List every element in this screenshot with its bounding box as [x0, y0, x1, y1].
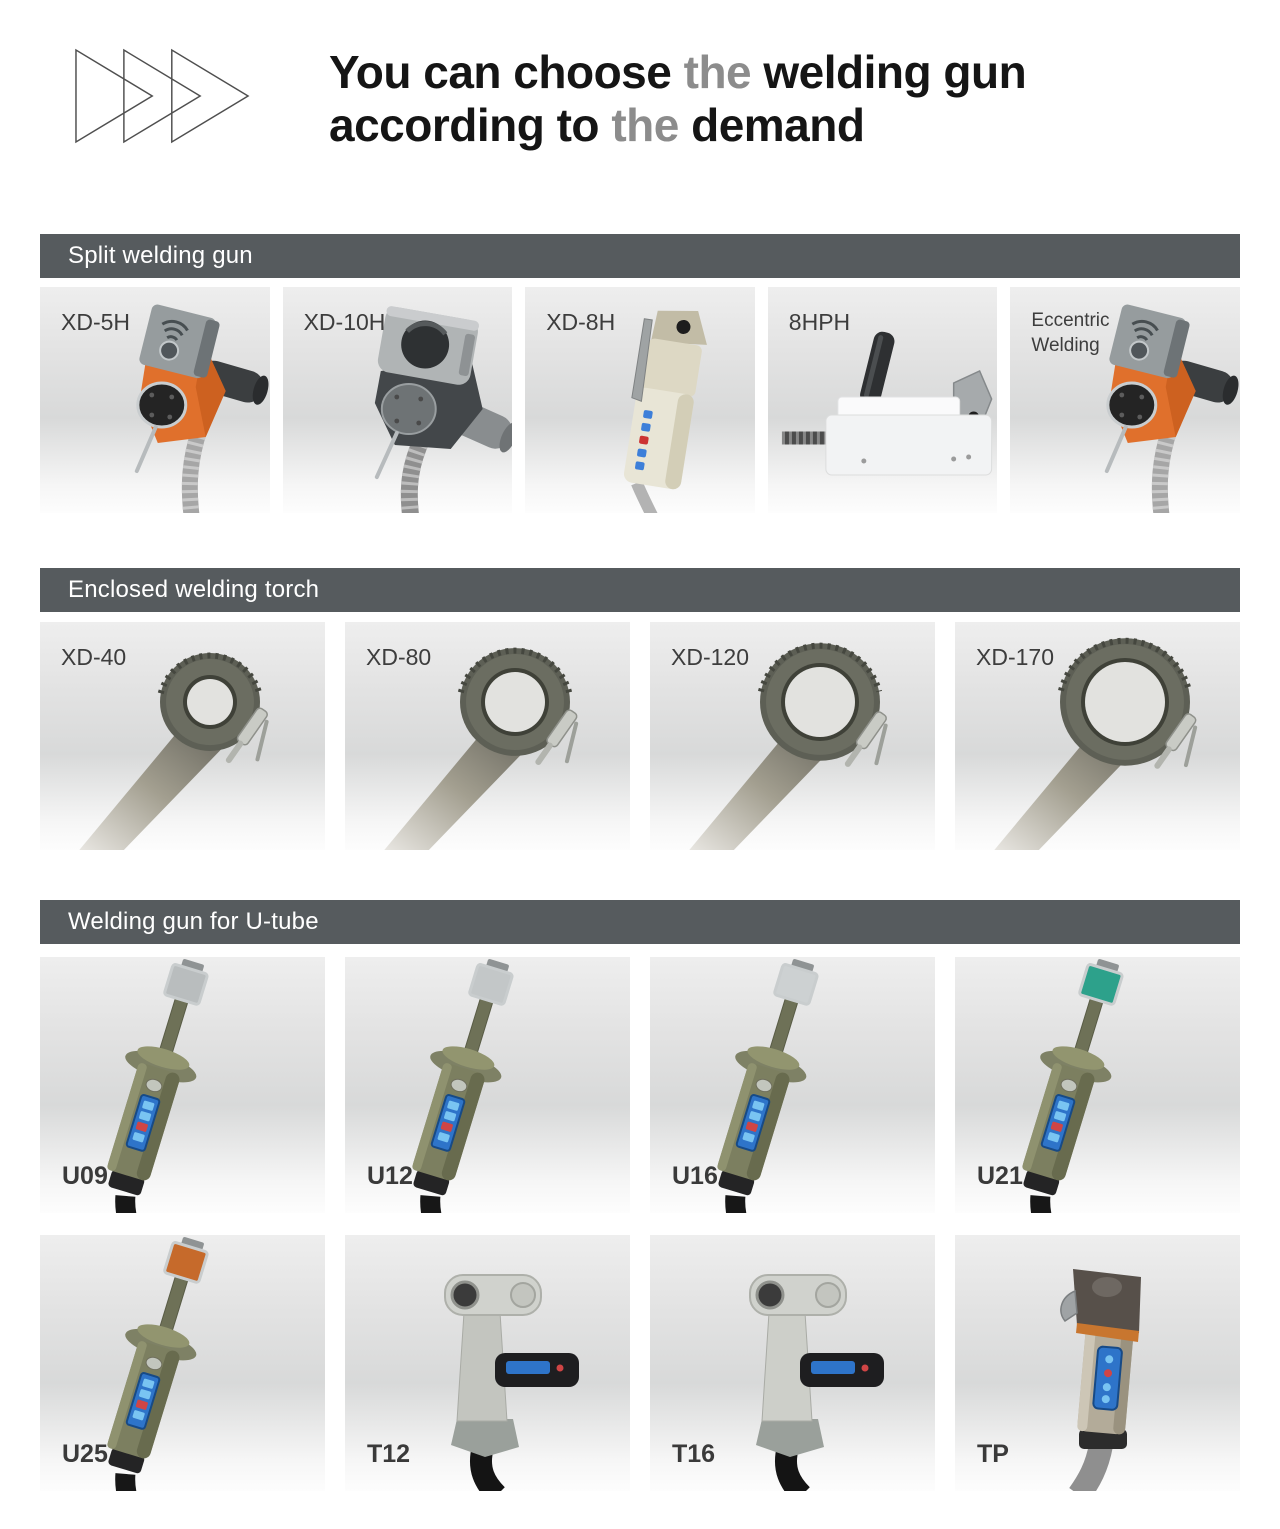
title-line [329, 99, 1026, 152]
product-card-xd-10h [283, 287, 513, 513]
section-title: Enclosed welding torch [68, 576, 320, 603]
product-label: U21 [977, 1162, 1023, 1190]
catalog-section [40, 234, 1240, 513]
product-label: U25 [62, 1440, 108, 1468]
product-card-xd-8h [525, 287, 755, 513]
product-label: XD-5H [61, 309, 131, 335]
product-card-xd-80 [345, 622, 630, 850]
title-segment: welding gun [763, 46, 1027, 98]
product-label: XD-170 [976, 644, 1054, 670]
product-label: U09 [62, 1162, 108, 1190]
product-label: XD-120 [671, 644, 749, 670]
title-segment: according to [329, 99, 612, 151]
title-segment: the [683, 46, 764, 98]
product-grid [40, 957, 1240, 1491]
section-header-bar [40, 234, 1240, 278]
product-label: XD-80 [366, 644, 432, 670]
product-label: T12 [367, 1440, 411, 1468]
triple-chevron-right-icon [75, 48, 251, 144]
product-card-8hph [768, 287, 998, 513]
title-segment: the [611, 99, 692, 151]
product-card-u12 [345, 957, 630, 1213]
title-segment: demand [691, 99, 865, 151]
product-card-u21 [955, 957, 1240, 1213]
product-label: 8HPH [788, 309, 851, 335]
catalog-section [40, 900, 1240, 1491]
catalog-section [40, 568, 1240, 850]
title-line [329, 46, 1026, 99]
product-card-u25 [40, 1235, 325, 1491]
section-title: Welding gun for U-tube [68, 908, 319, 935]
product-label: U12 [367, 1162, 413, 1190]
product-card-xd-5h [40, 287, 270, 513]
product-sections [40, 234, 1240, 1491]
product-card-u16 [650, 957, 935, 1213]
product-card-xd-120 [650, 622, 935, 850]
product-card-xd-170 [955, 622, 1240, 850]
page-title [329, 46, 1026, 152]
product-label: T16 [672, 1440, 716, 1468]
product-label: Eccentric Welding [1031, 310, 1110, 356]
product-card-t16 [650, 1235, 935, 1491]
product-label: XD-10H [303, 309, 386, 335]
product-label: TP [977, 1440, 1009, 1468]
section-title: Split welding gun [68, 242, 253, 269]
product-label: XD-8H [546, 309, 616, 335]
product-card-xd-40 [40, 622, 325, 850]
section-header-bar [40, 568, 1240, 612]
product-grid [40, 287, 1240, 513]
title-segment: You can choose [329, 46, 684, 98]
hero-header [40, 0, 1240, 152]
product-card-eccentric-welding [1010, 287, 1240, 513]
product-label: XD-40 [61, 644, 127, 670]
section-header-bar [40, 900, 1240, 944]
product-card-u09 [40, 957, 325, 1213]
product-card-tp [955, 1235, 1240, 1491]
product-card-t12 [345, 1235, 630, 1491]
product-grid [40, 622, 1240, 850]
product-label: U16 [672, 1162, 718, 1190]
